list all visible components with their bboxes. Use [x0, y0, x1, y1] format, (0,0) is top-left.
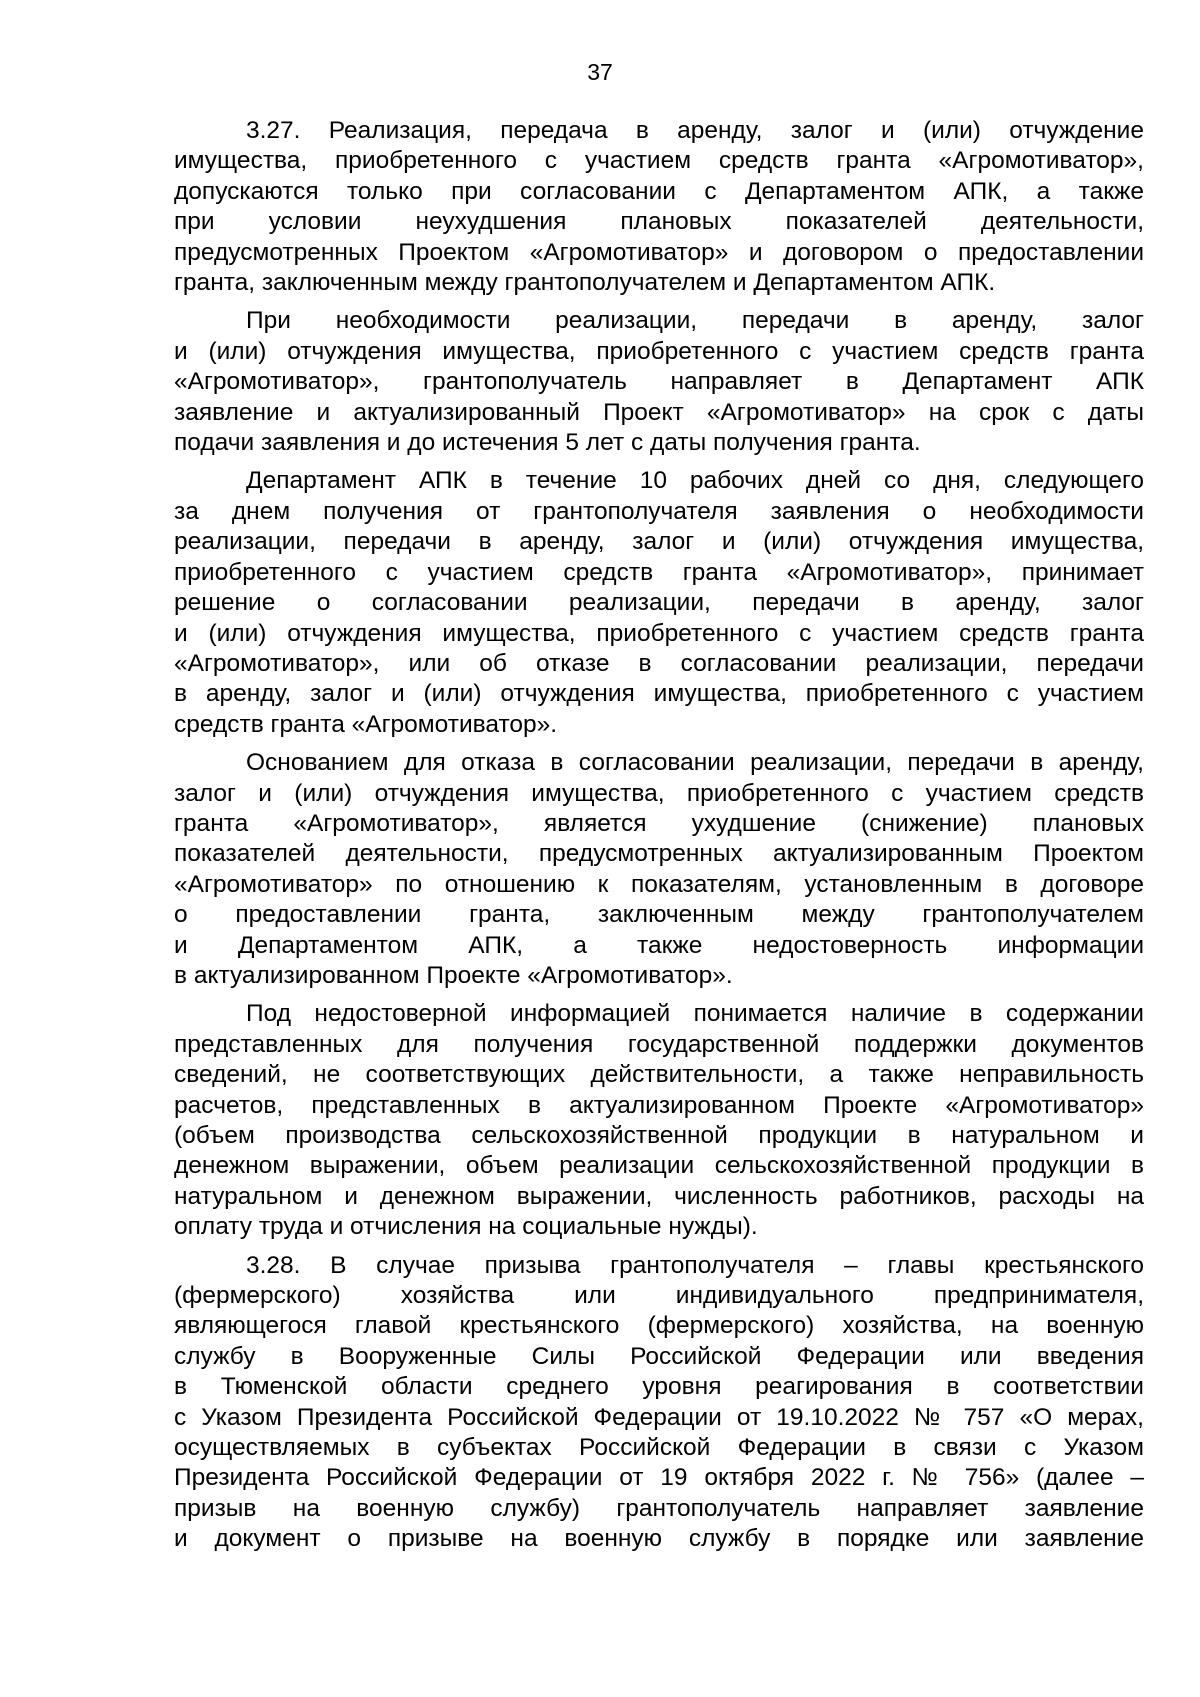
text-line: «Агромотиватор» по отношению к показателям, установленным в договоре: [174, 870, 1144, 898]
text-line: 3.28. В случае призыва грантополучателя – главы крестьянского: [246, 1251, 1144, 1279]
text-line: службу в Вооруженные Силы Российской Федерации или введения: [174, 1342, 1144, 1370]
text-line: осуществляемых в субъектах Российской Федерации в связи с Указом: [174, 1434, 1144, 1462]
text-line: гранта «Агромотиватор», является ухудшение (снижение) плановых: [174, 809, 1144, 837]
text-line: являющегося главой крестьянского (фермерского) хозяйства, на военную: [174, 1312, 1144, 1340]
text-line: При необходимости реализации, передачи в аренду, залог: [246, 307, 1144, 335]
text-line: залог и (или) отчуждения имущества, приобретенного с участием средств: [174, 779, 1144, 807]
paragraph: [174, 306, 1144, 458]
text-line: (объем производства сельскохозяйственной продукции в натуральном и: [174, 1122, 1144, 1149]
page-number: 37: [587, 59, 613, 85]
text-line: (фермерского) хозяйства или индивидуального предпринимателя,: [174, 1282, 1144, 1310]
text-line: и (или) отчуждения имущества, приобретенного с участием средств гранта: [174, 619, 1144, 647]
paragraph: [174, 999, 1144, 1242]
text-line: Основанием для отказа в согласовании реализации, передачи в аренду,: [246, 749, 1144, 777]
text-line: за днем получения от грантополучателя заявления о необходимости: [174, 497, 1144, 525]
text-line: в аренду, залог и (или) отчуждения имущества, приобретенного с участием: [174, 680, 1144, 708]
text-line: Президента Российской Федерации от 19 октября 2022 г. № 756» (далее –: [174, 1464, 1144, 1492]
text-line: в Тюменской области среднего уровня реагирования в соответствии: [174, 1373, 1144, 1401]
text-line: оплату труда и отчисления на социальные нужды).: [174, 1213, 758, 1241]
text-line: призыв на военную службу) грантополучатель направляет заявление: [174, 1494, 1144, 1522]
text-line: гранта, заключенным между грантополучателем и Департаментом АПК.: [174, 269, 996, 297]
text-line: Департамент АПК в течение 10 рабочих дней со дня, следующего: [246, 467, 1144, 495]
text-line: Под недостоверной информацией понимается наличие в содержании: [246, 1000, 1144, 1028]
text-line: в актуализированном Проекте «Агромотиватор».: [174, 961, 733, 989]
text-line: заявление и актуализированный Проект «Агромотиватор» на срок с даты: [174, 398, 1144, 426]
text-line: при условии неухудшения плановых показателей деятельности,: [174, 208, 1144, 236]
text-line: и документ о призыве на военную службу в порядке или заявление: [174, 1525, 1144, 1553]
text-line: допускаются только при согласовании с Департаментом АПК, а также: [174, 177, 1144, 205]
paragraph: [174, 1251, 1144, 1555]
text-line: и Департаментом АПК, а также недостоверность информации: [174, 931, 1144, 959]
text-line: имущества, приобретенного с участием средств гранта «Агромотиватор»,: [174, 147, 1144, 175]
text-line: 3.27. Реализация, передача в аренду, залог и (или) отчуждение: [246, 117, 1144, 144]
paragraph: [174, 116, 1144, 298]
text-line: представленных для получения государственной поддержки документов: [174, 1030, 1144, 1058]
text-line: приобретенного с участием средств гранта «Агромотиватор», принимает: [174, 558, 1144, 586]
text-line: подачи заявления и до истечения 5 лет с даты получения гранта.: [174, 429, 921, 457]
text-line: решение о согласовании реализации, передачи в аренду, залог: [174, 589, 1144, 617]
paragraph: [174, 748, 1144, 991]
document-body: [174, 116, 1144, 1563]
text-line: о предоставлении гранта, заключенным между грантополучателем: [174, 901, 1144, 929]
text-line: «Агромотиватор», грантополучатель направляет в Департамент АПК: [174, 368, 1144, 396]
paragraph: [174, 466, 1144, 740]
text-line: с Указом Президента Российской Федерации от 19.10.2022 № 757 «О мерах,: [174, 1403, 1144, 1431]
text-line: «Агромотиватор», или об отказе в согласовании реализации, передачи: [174, 649, 1144, 677]
text-line: показателей деятельности, предусмотренных актуализированным Проектом: [174, 840, 1144, 868]
text-line: предусмотренных Проектом «Агромотиватор» и договором о предоставлении: [174, 238, 1144, 266]
text-line: реализации, передачи в аренду, залог и (или) отчуждения имущества,: [174, 528, 1144, 556]
text-line: расчетов, представленных в актуализированном Проекте «Агромотиватор»: [174, 1091, 1144, 1119]
text-line: и (или) отчуждения имущества, приобретенного с участием средств гранта: [174, 337, 1144, 365]
text-line: натуральном и денежном выражении, численность работников, расходы на: [174, 1182, 1144, 1210]
text-line: средств гранта «Агромотиватор».: [174, 710, 558, 738]
text-line: сведений, не соответствующих действительности, а также неправильность: [174, 1061, 1144, 1089]
text-line: денежном выражении, объем реализации сельскохозяйственной продукции в: [174, 1152, 1144, 1180]
